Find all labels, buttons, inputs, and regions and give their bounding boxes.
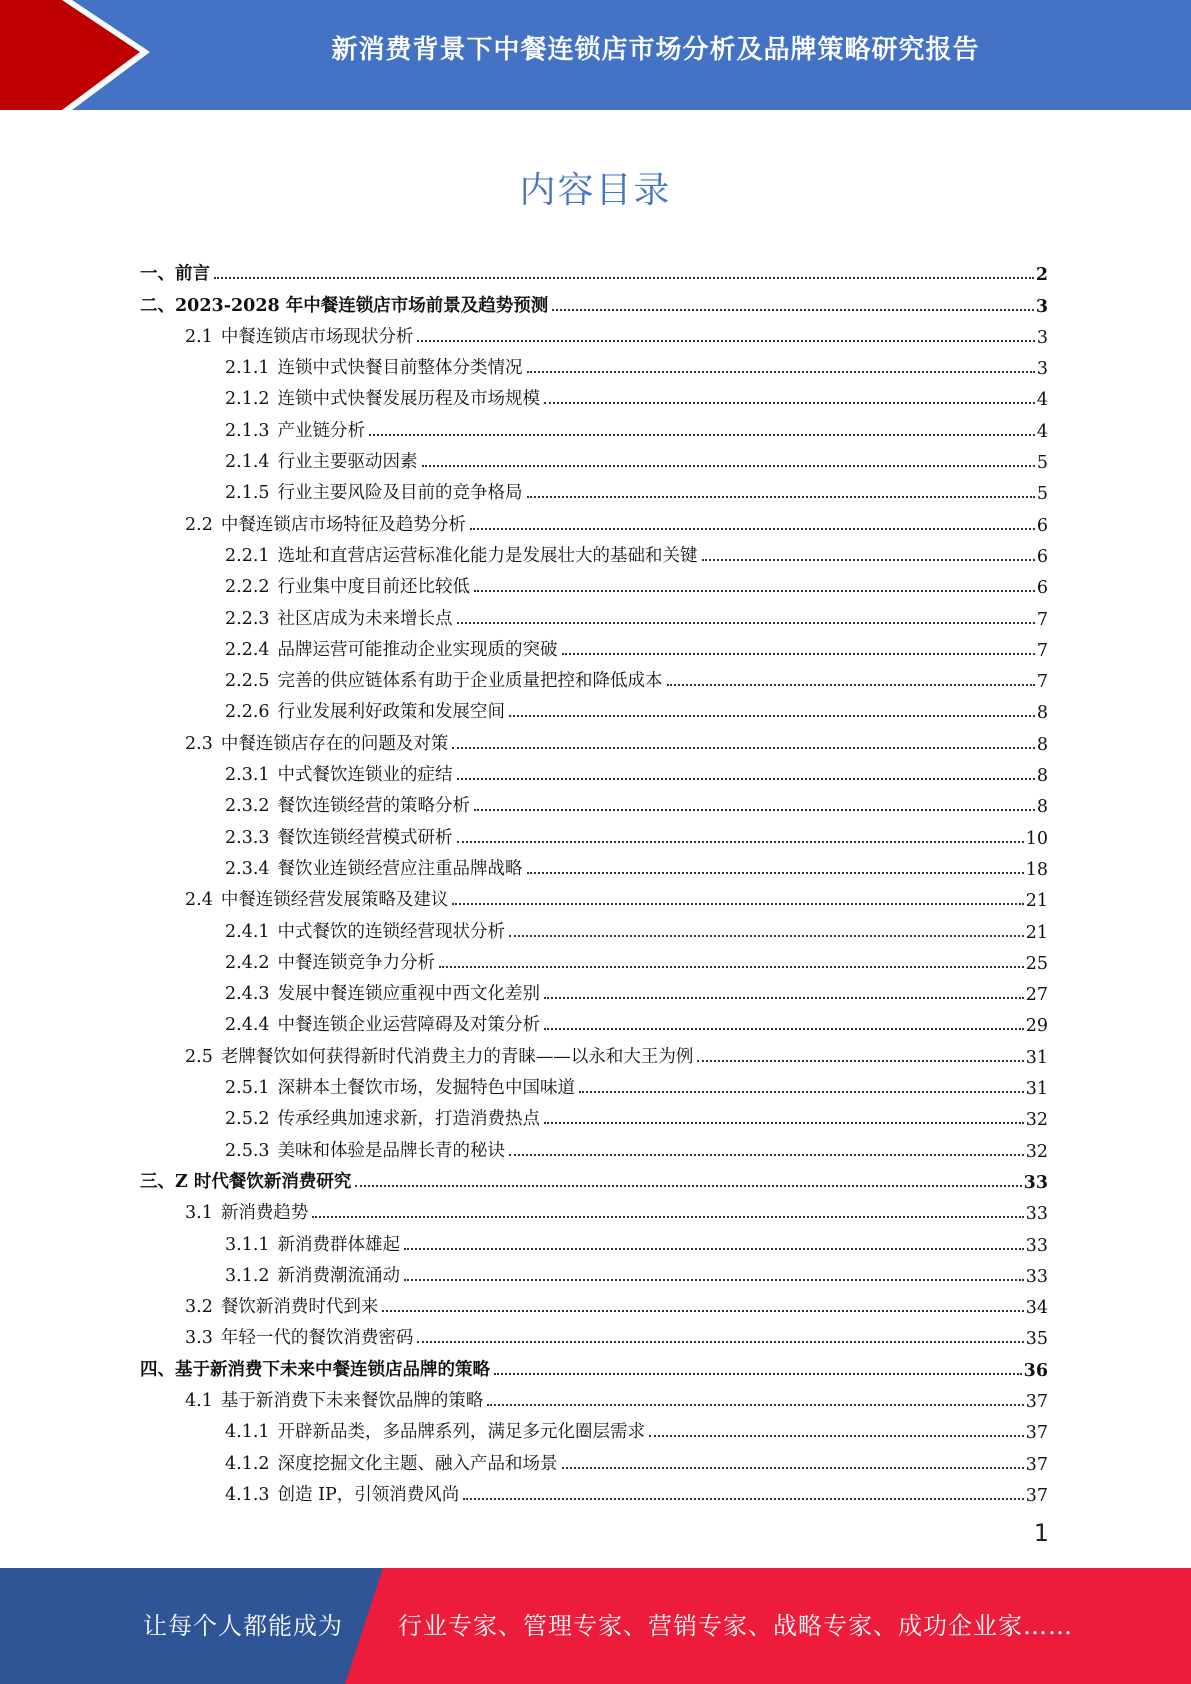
toc-entry[interactable] [140,254,1048,285]
toc-entry-page: 27 [1025,985,1048,1006]
toc-leader-dots [527,371,1035,373]
toc-entry-number: 4.1.3 [225,1484,270,1505]
toc-entry-number: 2.2.2 [225,577,270,598]
footer-slogan-right: 行业专家、管理专家、营销专家、战略专家、成功企业家…… [398,1612,1073,1640]
toc-entry-label [185,1387,483,1412]
toc-entry-number: 2.2.5 [225,671,270,692]
toc-entry-page: 3 [1036,359,1048,380]
toc-entry-number: 2.2.4 [225,639,270,660]
toc-entry-page: 6 [1036,578,1048,599]
toc-leader-dots [649,1435,1024,1437]
toc-entry-label [225,636,558,661]
toc-entry-page: 34 [1025,1298,1048,1319]
toc-entry[interactable] [140,755,1048,786]
toc-entry-number: 2.4 [185,890,213,911]
toc-entry-text: 连锁中式快餐目前整体分类情况 [277,358,523,379]
toc-entry-label [225,980,540,1005]
toc-entry-page: 8 [1036,703,1048,724]
toc-entry-page: 33 [1025,1235,1048,1256]
toc-entry-page: 8 [1036,766,1048,787]
toc-leader-dots [470,528,1035,530]
table-of-contents [140,254,1048,1506]
toc-entry[interactable] [140,1099,1048,1130]
toc-entry-text: 选址和直营店运营标准化能力是发展壮大的基础和关键 [277,545,698,566]
toc-entry-page: 25 [1025,953,1048,974]
toc-entry-number: 3.3 [185,1328,213,1349]
toc-leader-dots [417,1341,1023,1343]
toc-entry-text: 行业集中度目前还比较低 [277,577,471,598]
toc-entry-text: 新消费群体雄起 [277,1234,401,1255]
toc-entry-label [225,824,453,849]
toc-leader-dots [544,997,1024,999]
toc-entry-label [225,667,663,692]
toc-leader-dots [404,1279,1024,1281]
toc-entry[interactable] [140,473,1048,504]
toc-leader-dots [452,903,1023,905]
header-chevron-icon [0,0,160,110]
toc-entry-page: 8 [1036,734,1048,755]
toc-entry-text: 餐饮新消费时代到来 [220,1297,379,1318]
toc-entry[interactable] [140,817,1048,848]
toc-entry-page: 6 [1036,515,1048,536]
toc-entry-label [225,448,418,473]
toc-entry-label [140,1168,351,1193]
toc-entry-label [225,479,523,504]
toc-entry-text: 创造 IP，引领消费风尚 [277,1484,460,1505]
toc-entry[interactable] [140,567,1048,598]
toc-entry-label [225,354,523,379]
toc-entry-text: 连锁中式快餐发展历程及市场规模 [277,389,541,410]
toc-entry-page: 37 [1025,1423,1048,1444]
toc-entry-page: 33 [1023,1172,1048,1193]
toc-leader-dots [697,1060,1023,1062]
toc-entry-page: 32 [1025,1141,1048,1162]
toc-entry[interactable] [140,1068,1048,1099]
toc-entry-page: 31 [1025,1047,1048,1068]
toc-entry-page: 7 [1036,609,1048,630]
toc-entry-page: 7 [1036,640,1048,661]
toc-entry-text: 完善的供应链体系有助于企业质量把控和降低成本 [277,671,663,692]
toc-entry-text: 品牌运营可能推动企业实现质的突破 [277,639,558,660]
toc-entry[interactable] [140,1475,1048,1506]
toc-entry[interactable] [140,285,1048,316]
toc-entry[interactable] [140,536,1048,567]
toc-entry-label [225,1481,459,1506]
toc-entry-label [140,292,548,317]
toc-entry-text: 中式餐饮连锁业的症结 [277,765,453,786]
toc-entry-text: 深度挖掘文化主题、融入产品和场景 [277,1453,558,1474]
toc-entry-page: 3 [1035,296,1048,317]
toc-leader-dots [457,841,1024,843]
toc-entry[interactable] [140,1130,1048,1161]
toc-entry-number: 2.3.2 [225,796,270,817]
footer-banner [0,1568,1191,1684]
toc-entry[interactable] [140,504,1048,535]
header-title: 新消费背景下中餐连锁店市场分析及品牌策略研究报告 [331,35,980,65]
toc-leader-dots [509,935,1024,937]
toc-entry-page: 33 [1025,1204,1048,1225]
toc-entry[interactable] [140,1381,1048,1412]
toc-entry-label [185,1043,693,1068]
toc-entry-number: 2.1.4 [225,452,270,473]
toc-entry-number: 2.5.3 [225,1140,270,1161]
toc-entry-text: 中餐连锁竞争力分析 [277,952,436,973]
toc-entry-number: 2.4.4 [225,1015,270,1036]
toc-entry-text: 年轻一代的餐饮消费密码 [220,1328,414,1349]
toc-entry-number: 2.2.1 [225,545,270,566]
toc-entry-label [225,1450,558,1475]
toc-entry-page: 5 [1036,484,1048,505]
toc-entry-page: 35 [1025,1329,1048,1350]
toc-leader-dots [214,277,1034,279]
toc-entry[interactable] [140,692,1048,723]
toc-entry-text: 中餐连锁店市场特征及趋势分析 [220,514,466,535]
toc-leader-dots [509,715,1035,717]
toc-leader-dots [463,1498,1023,1500]
toc-entry-page: 36 [1023,1360,1048,1381]
toc-entry-page: 37 [1025,1454,1048,1475]
toc-entry-number: 4.1 [185,1390,213,1411]
toc-entry-text: 产业链分析 [277,420,366,441]
toc-entry-text: 老牌餐饮如何获得新时代消费主力的青睐——以永和大王为例 [220,1046,694,1067]
toc-entry-label [225,385,540,410]
toc-entry-number: 3.1 [185,1203,213,1224]
toc-entry-label [185,730,448,755]
toc-entry-text: 中式餐饮的连锁经营现状分析 [277,921,506,942]
toc-entry-number: 2.1.3 [225,420,270,441]
toc-entry-number: 2.5.2 [225,1109,270,1130]
toc-entry-number: 2.4.2 [225,952,270,973]
toc-leader-dots [544,402,1035,404]
toc-entry-label [140,1356,490,1381]
toc-entry[interactable] [140,1349,1048,1380]
toc-entry-label [185,1324,413,1349]
toc-entry-page: 5 [1036,453,1048,474]
toc-leader-dots [509,1154,1024,1156]
toc-entry-label [185,323,413,348]
toc-leader-dots [487,1404,1023,1406]
toc-entry[interactable] [140,1443,1048,1474]
toc-entry[interactable] [140,974,1048,1005]
toc-leader-dots [452,747,1035,749]
toc-leader-dots [552,309,1034,311]
toc-leader-dots [544,1122,1024,1124]
toc-entry-label [185,1199,308,1224]
toc-leader-dots [527,872,1024,874]
toc-entry[interactable] [140,911,1048,942]
toc-entry-label [225,761,453,786]
toc-leader-dots [474,809,1035,811]
toc-entry[interactable] [140,1256,1048,1287]
toc-entry-page: 7 [1036,672,1048,693]
toc-entry-number: 2.3.4 [225,858,270,879]
toc-entry-number: 2.4.3 [225,984,270,1005]
toc-entry-label [225,1011,540,1036]
toc-leader-dots [562,1467,1024,1469]
toc-entry-text: 发展中餐连锁应重视中西文化差别 [277,984,541,1005]
toc-entry[interactable] [140,1287,1048,1318]
toc-entry[interactable] [140,317,1048,348]
toc-entry-text: 餐饮连锁经营的策略分析 [277,796,471,817]
toc-entry[interactable] [140,1005,1048,1036]
toc-entry[interactable] [140,943,1048,974]
toc-entry-text: 中餐连锁经营发展策略及建议 [220,890,449,911]
toc-entry-label [225,1137,505,1162]
toc-entry-label [225,542,698,567]
toc-entry-text: 行业发展利好政策和发展空间 [277,702,506,723]
page-number: 1 [1033,1519,1049,1547]
toc-leader-dots [422,465,1035,467]
toc-entry-number: 4.1.1 [225,1422,270,1443]
toc-entry-text: 深耕本土餐饮市场，发掘特色中国味道 [277,1078,576,1099]
toc-entry-text: 行业主要风险及目前的竞争格局 [277,483,523,504]
toc-entry[interactable] [140,1318,1048,1349]
toc-entry-text: 传承经典加速求新，打造消费热点 [277,1109,541,1130]
toc-entry-text: 餐饮连锁经营模式研析 [277,827,453,848]
toc-entry-text: 行业主要驱动因素 [277,452,418,473]
toc-entry-label [225,855,523,880]
toc-entry-text: 新消费潮流涌动 [277,1265,401,1286]
toc-entry-text: 新消费趋势 [220,1203,309,1224]
toc-entry-number: 2.1 [185,326,213,347]
toc-leader-dots [562,653,1035,655]
toc-entry-label [225,949,435,974]
toc-entry[interactable] [140,1193,1048,1224]
toc-entry[interactable] [140,786,1048,817]
toc-entry[interactable] [140,410,1048,441]
toc-entry-number: 2.4.1 [225,921,270,942]
toc-entry-page: 31 [1025,1079,1048,1100]
toc-leader-dots [382,1310,1023,1312]
toc-entry-page: 2 [1035,265,1048,286]
toc-entry-number: 3.2 [185,1297,213,1318]
toc-entry-number: 3.1.2 [225,1265,270,1286]
toc-entry-label [225,1105,540,1130]
toc-entry-text: 中餐连锁企业运营障碍及对策分析 [277,1015,541,1036]
toc-entry-number: 2.1.5 [225,483,270,504]
toc-entry-label [225,792,470,817]
toc-entry-label [185,1293,378,1318]
toc-entry-text: 开辟新品类，多品牌系列，满足多元化圈层需求 [277,1422,646,1443]
toc-leader-dots [355,1185,1021,1187]
toc-entry-text: 餐饮业连锁经营应注重品牌战略 [277,858,523,879]
toc-entry-text: 中餐连锁店市场现状分析 [220,326,414,347]
toc-entry-number: 2.1.2 [225,389,270,410]
toc-entry-number: 4.1.2 [225,1453,270,1474]
toc-entry-text: 美味和体验是品牌长青的秘诀 [277,1140,506,1161]
toc-entry-text: 四、基于新消费下未来中餐连锁店品牌的策略 [140,1359,490,1380]
toc-entry[interactable] [140,598,1048,629]
toc-entry-page: 4 [1036,390,1048,411]
toc-leader-dots [544,1028,1024,1030]
toc-entry-page: 33 [1025,1266,1048,1287]
toc-entry[interactable] [140,849,1048,880]
toc-entry-number: 2.3.1 [225,765,270,786]
toc-entry-label [185,886,448,911]
toc-entry[interactable] [140,1036,1048,1067]
toc-entry-number: 2.1.1 [225,358,270,379]
toc-entry-number: 2.3.3 [225,827,270,848]
toc-entry-number: 2.2 [185,514,213,535]
toc-entry-label [225,1074,575,1099]
toc-entry[interactable] [140,1224,1048,1255]
toc-entry-label [225,417,365,442]
toc-entry-label [225,918,505,943]
toc-entry-page: 6 [1036,546,1048,567]
toc-entry-text: 二、2023-2028 年中餐连锁店市场前景及趋势预测 [140,295,549,316]
toc-leader-dots [494,1373,1022,1375]
toc-entry-number: 2.5.1 [225,1078,270,1099]
toc-entry[interactable] [140,661,1048,692]
toc-leader-dots [702,559,1035,561]
toc-entry[interactable] [140,348,1048,379]
toc-entry-text: 社区店成为未来增长点 [277,608,453,629]
toc-title: 内容目录 [519,170,672,211]
toc-entry-label [225,1262,400,1287]
toc-entry[interactable] [140,1162,1048,1193]
toc-leader-dots [312,1216,1023,1218]
toc-leader-dots [579,1091,1024,1093]
toc-entry[interactable] [140,723,1048,754]
toc-entry-label [225,1418,645,1443]
toc-leader-dots [369,434,1035,436]
toc-entry-text: 基于新消费下未来餐饮品牌的策略 [220,1390,484,1411]
toc-entry-number: 3.1.1 [225,1234,270,1255]
toc-entry-page: 18 [1025,859,1048,880]
toc-entry-page: 8 [1036,797,1048,818]
toc-leader-dots [527,496,1035,498]
toc-entry-label [225,698,505,723]
toc-entry-number: 2.2.6 [225,702,270,723]
toc-leader-dots [474,590,1035,592]
toc-leader-dots [404,1248,1024,1250]
toc-entry-label [225,605,453,630]
toc-leader-dots [417,340,1035,342]
toc-entry-page: 21 [1025,891,1048,912]
toc-entry-text: 一、前言 [140,264,210,285]
toc-entry-page: 37 [1025,1485,1048,1506]
footer-slogan-left: 让每个人都能成为 [143,1612,343,1640]
toc-entry-page: 10 [1025,828,1048,849]
toc-entry-page: 29 [1025,1016,1048,1037]
toc-entry-page: 3 [1036,327,1048,348]
toc-leader-dots [439,966,1024,968]
toc-entry[interactable] [140,379,1048,410]
toc-entry-page: 4 [1036,421,1048,442]
toc-entry[interactable] [140,1412,1048,1443]
toc-entry-page: 21 [1025,922,1048,943]
toc-entry-page: 32 [1025,1110,1048,1131]
toc-leader-dots [667,684,1035,686]
toc-leader-dots [457,778,1035,780]
toc-entry-number: 2.2.3 [225,608,270,629]
toc-entry-page: 37 [1025,1391,1048,1412]
toc-entry-label [185,511,466,536]
toc-entry[interactable] [140,630,1048,661]
toc-entry-text: 中餐连锁店存在的问题及对策 [220,733,449,754]
toc-entry-number: 2.3 [185,733,213,754]
toc-entry-label [140,260,210,285]
toc-entry[interactable] [140,880,1048,911]
toc-entry-label [225,1231,400,1256]
toc-leader-dots [457,622,1035,624]
header-banner [0,0,1191,110]
toc-entry-text: 三、Z 时代餐饮新消费研究 [140,1171,352,1192]
toc-entry-number: 2.5 [185,1046,213,1067]
toc-entry[interactable] [140,442,1048,473]
toc-entry-label [225,573,470,598]
